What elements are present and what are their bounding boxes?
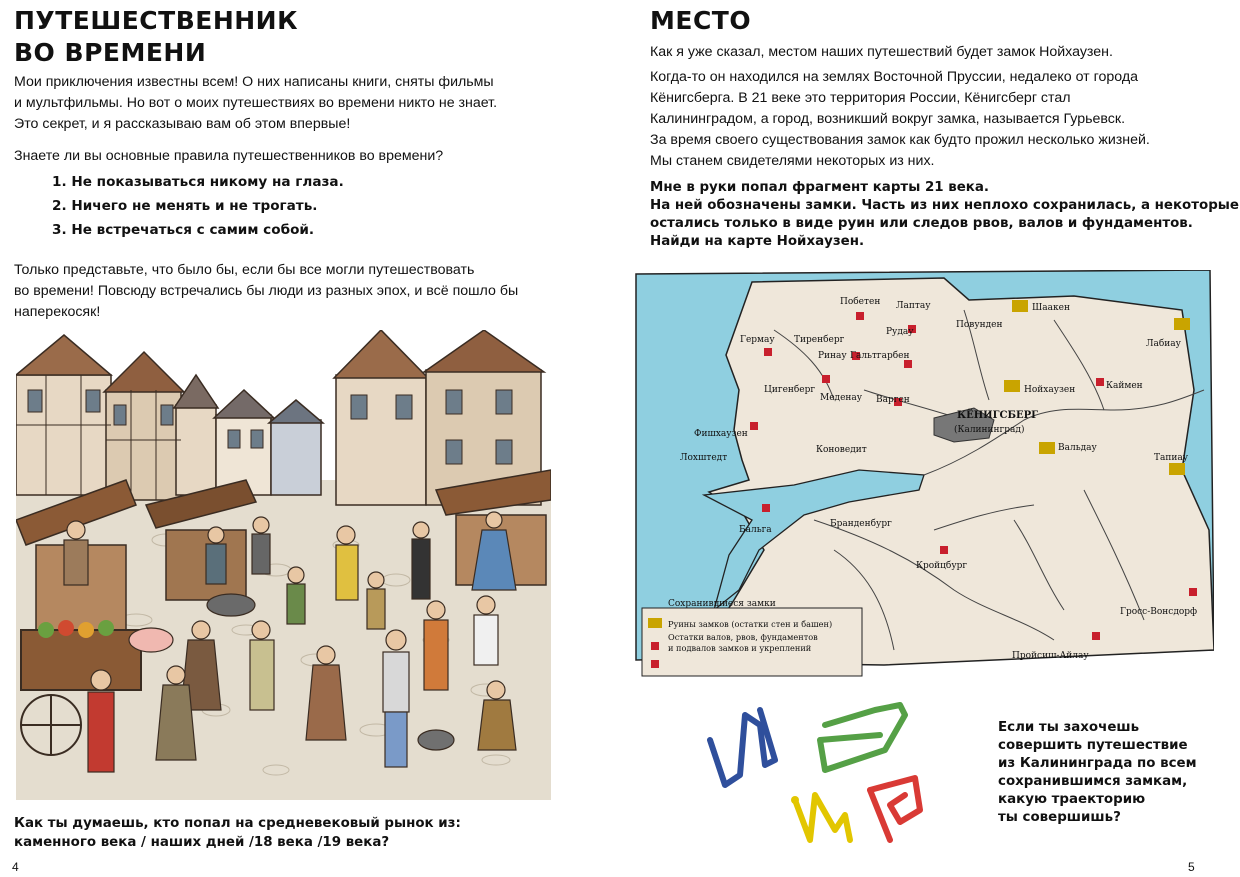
medieval-market-illustration — [16, 330, 551, 800]
rule-item: 3. Не встречаться с самим собой. — [52, 222, 315, 238]
rules-question: Знаете ли вы основные правила путешественников во времени? — [14, 148, 444, 164]
history-line-4: За время своего существования замок как будто прожил несколько жизней. — [650, 132, 1150, 148]
page-number: 4 — [12, 860, 19, 874]
map-label: Гальтгарбен — [850, 351, 910, 361]
intro-line-3: Это секрет, и я рассказываю вам об этом впервые! — [14, 116, 351, 132]
legend-traces-2: и подвалов замков и укреплений — [668, 643, 812, 653]
map-label: Рудау — [886, 327, 914, 337]
right-title: МЕСТО — [650, 6, 752, 35]
map-label: Повунден — [956, 320, 1003, 330]
map-label: Гермау — [740, 335, 775, 345]
map-label: Лабиау — [1146, 339, 1181, 349]
map-task-line-3: остались только в виде руин или следов рвов, валов и фундаментов. — [650, 216, 1193, 231]
map-label: Гросс-Вонсдорф — [1120, 607, 1198, 617]
left-title-line2: ВО ВРЕМЕНИ — [14, 38, 207, 67]
imagine-line-2: во времени! Повсюду встречались бы люди из разных эпох, и всё пошло бы — [14, 283, 519, 299]
map-label: Каймен — [1106, 381, 1143, 391]
map-label: Ринау — [818, 351, 847, 361]
map-label: Бранденбург — [830, 519, 892, 529]
map-label: Пройсиш-Айлау — [1012, 651, 1089, 661]
map-label: Варген — [876, 395, 910, 405]
map-label: Коноведит — [816, 445, 867, 455]
legend-preserved: Сохранившиеся замки — [668, 599, 776, 609]
map-city-label: КЁНИГСБЕРГ — [957, 410, 1039, 421]
market-question-line-2: каменного века / наших дней /18 века /19 века? — [14, 835, 390, 850]
legend-traces-1: Остатки валов, рвов, фундаментов — [668, 632, 818, 642]
intro-line-1: Мои приключения известны всем! О них написаны книги, сняты фильмы — [14, 74, 494, 90]
rules-list — [52, 170, 344, 242]
rule-item: 1. Не показываться никому на глаза. — [52, 174, 344, 190]
history-line-1: Когда-то он находился на землях Восточной Пруссии, недалеко от города — [650, 69, 1139, 85]
imagine-line-1: Только представьте, что было бы, если бы все могли путешествовать — [14, 262, 475, 278]
history-line-3: Калининградом, а город, возникший вокруг замка, называется Гурьевск. — [650, 111, 1126, 127]
history-line-5: Мы станем свидетелями некоторых из них. — [650, 153, 935, 169]
map-label: Бальга — [739, 525, 772, 535]
map-label: Побетен — [840, 297, 881, 307]
intro-line-2: и мультфильмы. Но вот о моих путешествиях во времени никто не знает. — [14, 95, 498, 111]
trip-question-line-6: ты совершишь? — [998, 810, 1121, 825]
map-label: Лаптау — [896, 301, 931, 311]
rule-item: 2. Ничего не менять и не трогать. — [52, 198, 318, 214]
castle-map — [634, 270, 1214, 690]
imagine-line-3: наперекосяк! — [14, 304, 101, 320]
trip-question-line-4: сохранившимся замкам, — [998, 774, 1188, 789]
map-label: Кройцбург — [916, 561, 968, 571]
market-question-line-1: Как ты думаешь, кто попал на средневековый рынок из: — [14, 816, 461, 831]
map-label: Вальдау — [1058, 443, 1097, 453]
map-task-line-1: Мне в руки попал фрагмент карты 21 века. — [650, 180, 990, 195]
left-title-line1: ПУТЕШЕСТВЕННИК — [14, 6, 299, 35]
right-page — [620, 0, 1240, 877]
history-line-2: Кёнигсберга. В 21 веке это территория России, Кёнигсберг стал — [650, 90, 1071, 106]
trip-question-line-5: какую траекторию — [998, 792, 1146, 807]
map-label: Тапиау — [1154, 453, 1189, 463]
map-label: Шаакен — [1032, 303, 1070, 313]
map-label: Цигенберг — [764, 385, 816, 395]
trip-question-line-2: совершить путешествие — [998, 738, 1188, 753]
map-task-line-4: Найди на карте Нойхаузен. — [650, 234, 865, 249]
map-task-line-2: На ней обозначены замки. Часть из них неплохо сохранилась, а некоторые — [650, 198, 1239, 213]
map-legend — [642, 599, 862, 676]
trip-question-line-1: Если ты захочешь — [998, 720, 1140, 735]
map-city-sublabel: (Калининград) — [954, 425, 1025, 435]
trajectory-options-illustration — [700, 690, 940, 875]
map-label: Нойхаузен — [1024, 385, 1076, 395]
legend-ruins: Руины замков (остатки стен и башен) — [668, 619, 833, 629]
page-number: 5 — [1188, 860, 1195, 874]
map-label: Фишхаузен — [694, 429, 748, 439]
place-intro: Как я уже сказал, местом наших путешествий будет замок Нойхаузен. — [650, 44, 1113, 60]
map-label: Меденау — [820, 393, 863, 403]
map-label: Лохштедт — [680, 453, 728, 463]
trip-question-line-3: из Калининграда по всем — [998, 756, 1197, 771]
map-label: Тиренберг — [794, 335, 845, 345]
